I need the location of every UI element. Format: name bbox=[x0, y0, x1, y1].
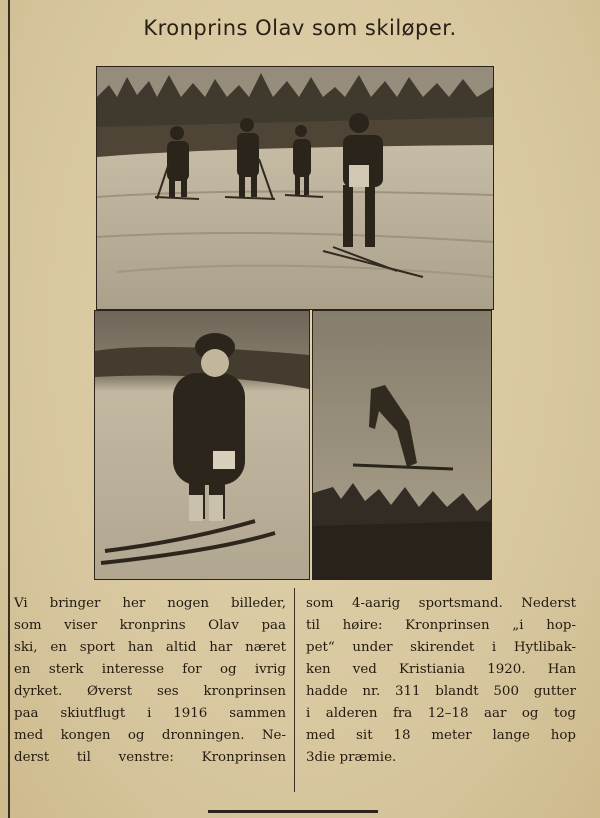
column-line: derst til venstre: Kronprinsen bbox=[14, 750, 286, 765]
column-line: som viser kronprins Olav paa bbox=[14, 618, 286, 633]
photo-child-on-skis bbox=[94, 310, 310, 580]
column-line: 3die præmie. bbox=[306, 750, 397, 765]
column-line: med kongen og dronningen. Ne- bbox=[14, 728, 286, 743]
column-line: dyrket. Øverst ses kronprinsen bbox=[14, 684, 286, 699]
article-column-right bbox=[306, 593, 576, 769]
article-column-left bbox=[14, 593, 286, 769]
column-line: pet“ under skirendet i Hytlibak- bbox=[306, 640, 576, 655]
column-line: paa skiutflugt i 1916 sammen bbox=[14, 706, 286, 721]
column-line: Vi bringer her nogen billeder, bbox=[14, 596, 286, 611]
article-title: Kronprins Olav som skiløper. bbox=[143, 16, 457, 40]
column-divider bbox=[294, 588, 295, 792]
column-line: hadde nr. 311 blandt 500 gutter bbox=[306, 684, 576, 699]
left-column-rule bbox=[8, 0, 10, 818]
column-line: en sterk interesse for og ivrig bbox=[14, 662, 286, 677]
column-line: til høire: Kronprinsen „i hop- bbox=[306, 618, 576, 633]
column-line: med sit 18 meter lange hop bbox=[306, 728, 576, 743]
photo-ski-jump bbox=[312, 310, 492, 580]
column-line: som 4-aarig sportsmand. Nederst bbox=[306, 596, 576, 611]
photo-ski-outing bbox=[96, 66, 494, 310]
column-line: ken ved Kristiania 1920. Han bbox=[306, 662, 576, 677]
column-line: ski, en sport han altid har næret bbox=[14, 640, 286, 655]
column-line: i alderen fra 12–18 aar og tog bbox=[306, 706, 576, 721]
bottom-rule bbox=[208, 810, 378, 813]
